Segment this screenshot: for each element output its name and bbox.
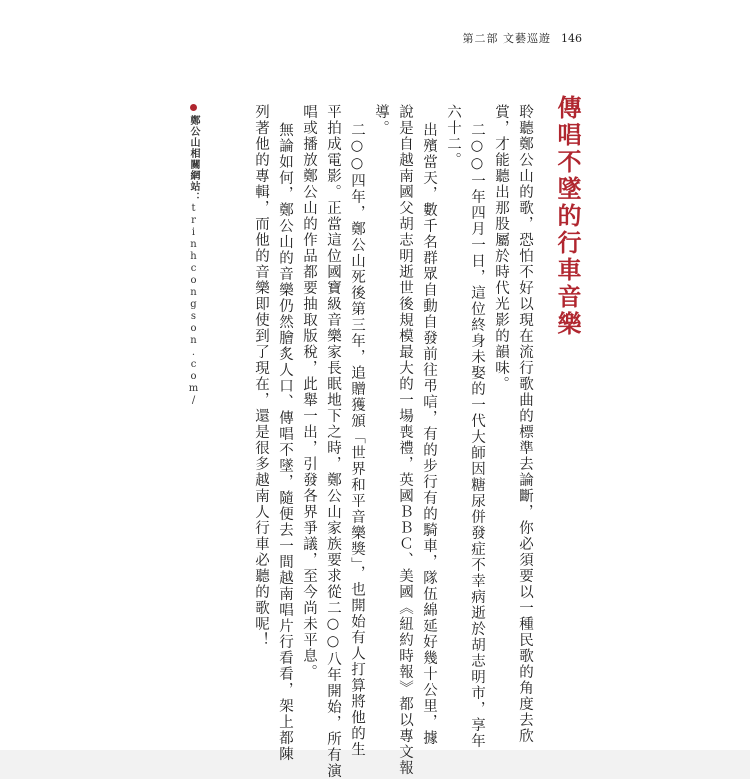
- text-column: 聆聽鄭公山的歌，恐怕不好以現在流行歌曲的標準去論斷，你必須要以一種民歌的角度去欣: [517, 104, 533, 744]
- text-column: 唱或播放鄭公山的作品都要抽取版稅，此舉一出，引發各界爭議，至今尚未平息。: [301, 104, 317, 680]
- sidenote-url: trinhcongson.com/: [188, 203, 199, 407]
- text-column: 導。: [373, 104, 389, 136]
- part-title: 第二部 文藝巡遊: [462, 32, 551, 45]
- text-column: 列著他的專輯，而他的音樂即使到了現在，還是很多越南人行車必聽的歌呢！: [253, 104, 269, 648]
- page-header-bar: [0, 0, 750, 58]
- text-column: 二○○一年四月一日，這位終身未娶的一代大師因糖尿併發症不幸病逝於胡志明市，享年: [469, 122, 485, 749]
- text-column: 六十二。: [445, 104, 461, 168]
- sidenote: [186, 104, 201, 407]
- text-column: 出殯當天，數千名群眾自動自發前往弔唁，有的步行有的騎車，隊伍綿延好幾十公里，據: [421, 122, 437, 746]
- text-column: 賞，才能聽出那股屬於時代光影的韻味。: [493, 104, 509, 392]
- bullet-dot-icon: [190, 104, 197, 111]
- page-number: 146: [561, 32, 582, 45]
- section-title: 傳唱不墜的行車音樂: [553, 95, 582, 338]
- running-header: [463, 30, 583, 46]
- text-column: 無論如何，鄭公山的音樂仍然膾炙人口、傳唱不墜，隨便去一間越南唱片行看看，架上都陳: [277, 122, 293, 762]
- text-column: 說是自越南國父胡志明逝世後規模最大的一場喪禮，英國ＢＢＣ、美國《紐約時報》都以專文報: [397, 104, 413, 776]
- text-column: 二○○四年，鄭公山死後第三年，追贈獲頒「世界和平音樂獎」，也開始有人打算將他的生: [349, 122, 365, 758]
- text-column: 平拍成電影。正當這位國寶級音樂家長眠地下之時，鄭公山家族要求從二○○八年開始，所有演: [325, 104, 341, 779]
- sidenote-label: 鄭公山相關網站：: [188, 115, 199, 203]
